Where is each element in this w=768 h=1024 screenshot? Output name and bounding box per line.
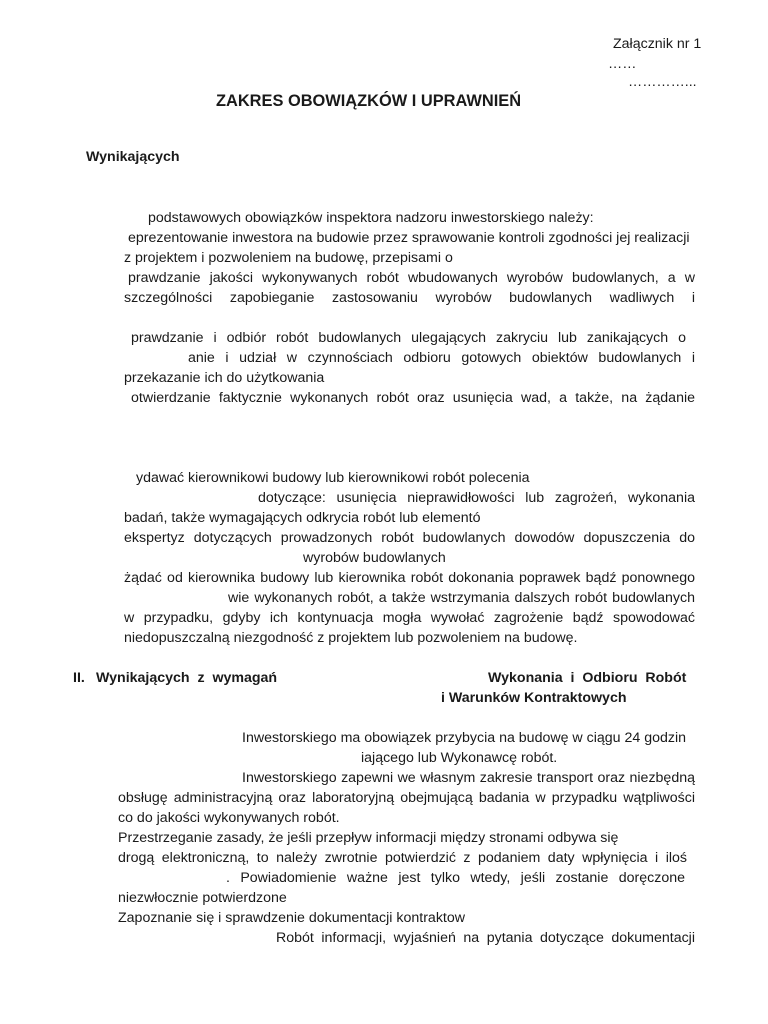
body-line: dotyczące: usunięcia nieprawidłowości lub zagrożeń, wykonania [258, 490, 695, 506]
body-line: Zapoznanie się i sprawdzenie dokumentacji kontraktow [118, 910, 465, 926]
document-title: ZAKRES OBOWIĄZKÓW I UPRAWNIEŃ [216, 92, 522, 110]
body-line: co do jakości wykonywanych robót. [118, 810, 340, 826]
header-dots-2: …………... [628, 74, 697, 90]
section-2-heading-right: Wykonania i Odbioru Robót [488, 670, 687, 686]
body-line: eprezentowanie inwestora na budowie przez sprawowanie kontroli zgodności jej realizacji [128, 230, 690, 246]
body-line: iającego lub Wykonawcę robót. [361, 750, 558, 766]
body-line: wie wykonanych robót, a także wstrzymania dalszych robót budowlanych [228, 590, 695, 606]
body-line: drogą elektroniczną, to należy zwrotnie potwierdzić z podaniem daty wpłynięcia i iloś [118, 850, 687, 866]
body-line: anie i udział w czynnościach odbioru gotowych obiektów budowlanych i [188, 350, 695, 366]
body-line: przekazanie ich do użytkowania [124, 370, 325, 386]
body-line: prawdzanie jakości wykonywanych robót wbudowanych wyrobów budowlanych, a w [128, 270, 695, 286]
body-line: niedopuszczalną niezgodność z projektem lub pozwoleniem na budowę. [124, 630, 578, 646]
section-1-heading: Wynikających [86, 149, 180, 165]
header-dots-1: …… [608, 56, 637, 72]
body-line: ydawać kierownikowi budowy lub kierownikowi robót polecenia [136, 470, 530, 486]
body-line: obsługę administracyjną oraz laboratoryjną obejmującą badania w przypadku wątpliwości [118, 790, 695, 806]
body-line: Inwestorskiego zapewni we własnym zakresie transport oraz niezbędną [242, 770, 695, 786]
body-line: podstawowych obowiązków inspektora nadzoru inwestorskiego należy: [148, 210, 594, 226]
section-2-heading-left: Wynikających z wymagań [96, 670, 278, 686]
body-line: wyrobów budowlanych [303, 550, 446, 566]
body-line: niezwłocznie potwierdzone [118, 890, 287, 906]
body-line: otwierdzanie faktycznie wykonanych robót oraz usunięcia wad, a także, na żądanie [131, 390, 695, 406]
body-line: szczególności zapobieganie zastosowaniu wyrobów budowlanych wadliwych i [124, 290, 695, 306]
body-line: . Powiadomienie ważne jest tylko wtedy, jeśli zostanie doręczone [226, 870, 685, 886]
body-line: badań, także wymagających odkrycia robót lub elementó [124, 510, 481, 526]
section-2-number: II. [73, 670, 85, 686]
body-line: w przypadku, gdyby ich kontynuacja mogła wywołać zagrożenie bądź spowodować [124, 610, 695, 626]
body-line: Przestrzeganie zasady, że jeśli przepływ informacji między stronami odbywa się [118, 830, 619, 846]
body-line: prawdzanie i odbiór robót budowlanych ulegających zakryciu lub zanikających o [131, 330, 686, 346]
body-line: ekspertyz dotyczących prowadzonych robót budowlanych dowodów dopuszczenia do [124, 530, 695, 546]
section-2-heading-right-2: i Warunków Kontraktowych [441, 690, 627, 706]
body-line: z projektem i pozwoleniem na budowę, przepisami o [124, 250, 453, 266]
body-line: Robót informacji, wyjaśnień na pytania dotyczące dokumentacji [276, 930, 695, 946]
body-line: żądać od kierownika budowy lub kierownika robót dokonania poprawek bądź ponownego [124, 570, 695, 586]
attachment-label: Załącznik nr 1 [613, 36, 702, 52]
body-line: Inwestorskiego ma obowiązek przybycia na budowę w ciągu 24 godzin [242, 730, 687, 746]
